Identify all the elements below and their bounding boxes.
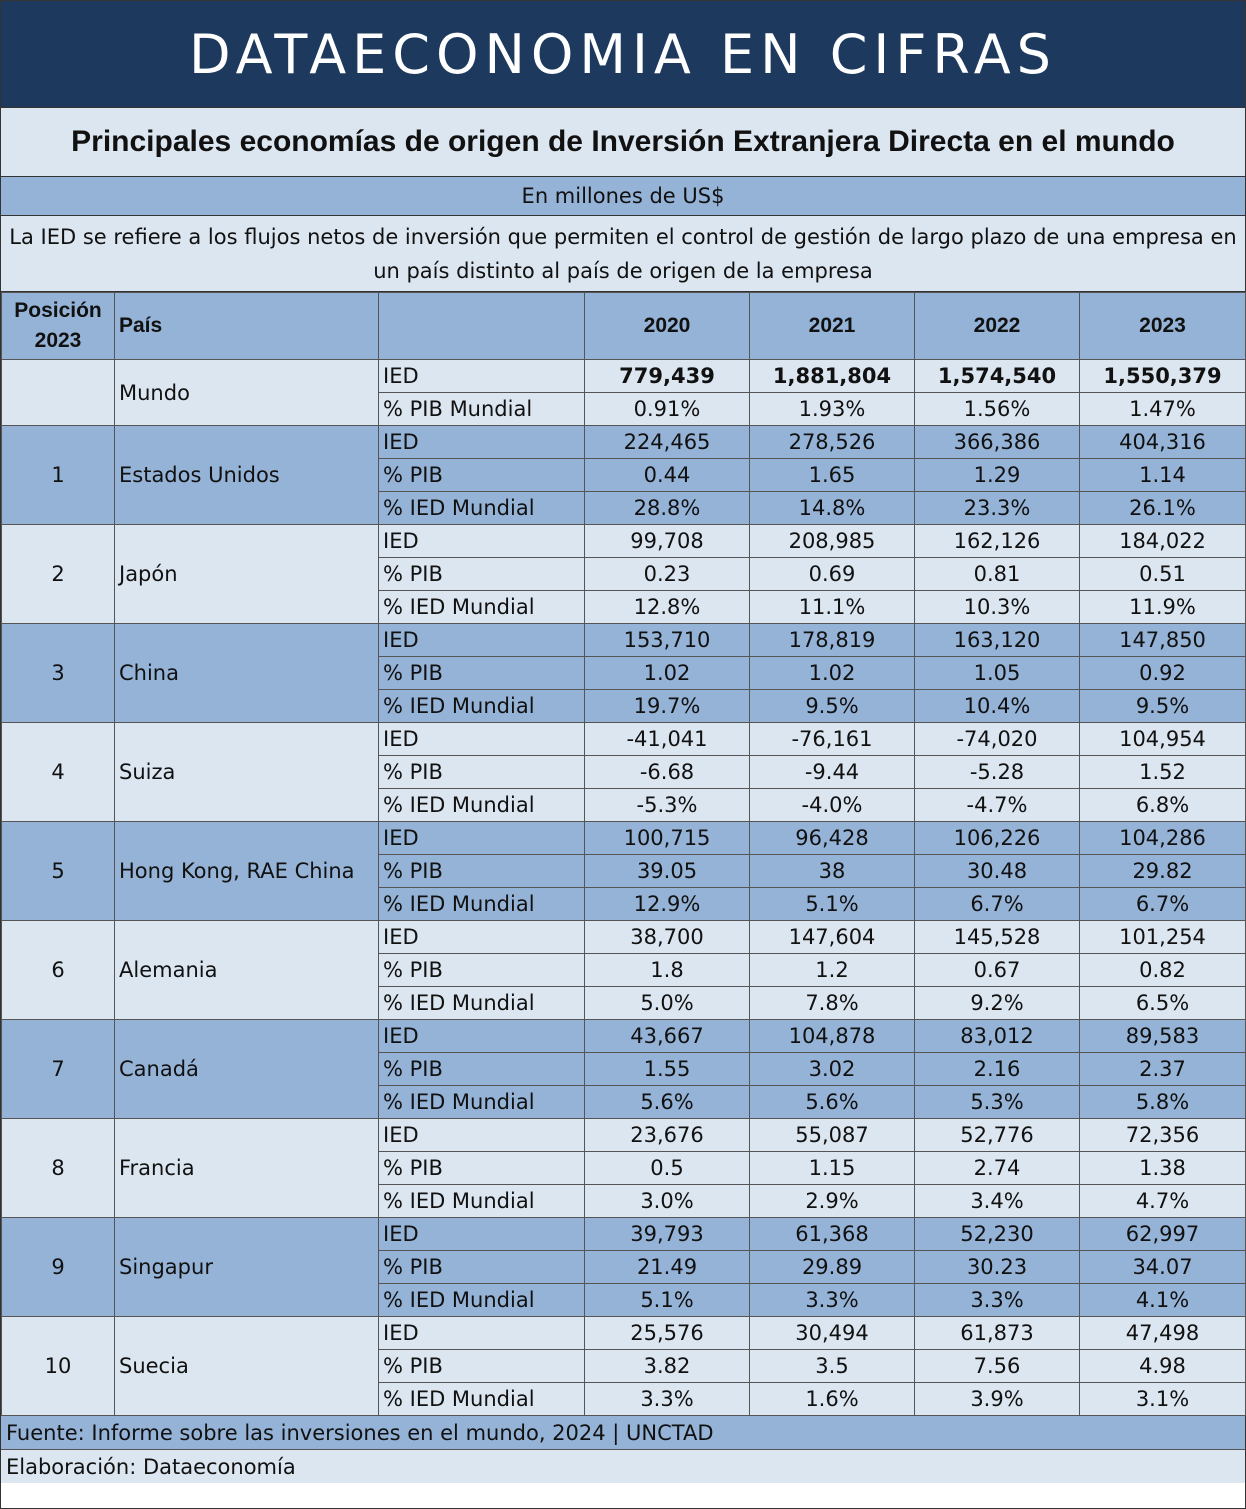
fdi-table — [1, 292, 1246, 1416]
position-cell: 7 — [2, 1020, 115, 1119]
header-year-2022: 2022 — [915, 293, 1080, 360]
country-cell: Hong Kong, RAE China — [115, 822, 379, 921]
position-cell: 5 — [2, 822, 115, 921]
banner-title: DATAECONOMIA EN CIFRAS — [1, 1, 1245, 108]
indicator-cell: % PIB — [379, 558, 585, 591]
value-cell: -5.3% — [585, 789, 750, 822]
value-cell: 10.4% — [915, 690, 1080, 723]
value-cell: 162,126 — [915, 525, 1080, 558]
country-cell: Suecia — [115, 1317, 379, 1416]
value-cell: 23.3% — [915, 492, 1080, 525]
table-row — [2, 426, 1246, 459]
value-cell: 178,819 — [750, 624, 915, 657]
country-cell: China — [115, 624, 379, 723]
value-cell: 404,316 — [1080, 426, 1246, 459]
value-cell: -5.28 — [915, 756, 1080, 789]
value-cell: 0.91% — [585, 393, 750, 426]
indicator-cell: IED — [379, 1119, 585, 1152]
value-cell: 3.5 — [750, 1350, 915, 1383]
header-position: Posición 2023 — [2, 293, 115, 360]
value-cell: 30,494 — [750, 1317, 915, 1350]
value-cell: 1.93% — [750, 393, 915, 426]
indicator-cell: % IED Mundial — [379, 690, 585, 723]
value-cell: 1,550,379 — [1080, 360, 1246, 393]
value-cell: 29.89 — [750, 1251, 915, 1284]
value-cell: 28.8% — [585, 492, 750, 525]
table-row — [2, 624, 1246, 657]
value-cell: 19.7% — [585, 690, 750, 723]
position-cell: 8 — [2, 1119, 115, 1218]
value-cell: 7.8% — [750, 987, 915, 1020]
value-cell: 4.7% — [1080, 1185, 1246, 1218]
value-cell: 163,120 — [915, 624, 1080, 657]
value-cell: 6.7% — [915, 888, 1080, 921]
country-cell: Mundo — [115, 360, 379, 426]
indicator-cell: % IED Mundial — [379, 1284, 585, 1317]
value-cell: 2.9% — [750, 1185, 915, 1218]
indicator-cell: % PIB — [379, 756, 585, 789]
value-cell: 3.3% — [585, 1383, 750, 1416]
value-cell: 26.1% — [1080, 492, 1246, 525]
table-row — [2, 525, 1246, 558]
value-cell: 3.82 — [585, 1350, 750, 1383]
value-cell: 5.1% — [585, 1284, 750, 1317]
value-cell: 1.2 — [750, 954, 915, 987]
value-cell: 104,286 — [1080, 822, 1246, 855]
indicator-cell: % PIB — [379, 1053, 585, 1086]
table-row — [2, 1119, 1246, 1152]
value-cell: 34.07 — [1080, 1251, 1246, 1284]
value-cell: 4.98 — [1080, 1350, 1246, 1383]
value-cell: 39.05 — [585, 855, 750, 888]
position-cell: 4 — [2, 723, 115, 822]
value-cell: 3.4% — [915, 1185, 1080, 1218]
indicator-cell: % IED Mundial — [379, 1086, 585, 1119]
value-cell: 278,526 — [750, 426, 915, 459]
position-cell: 10 — [2, 1317, 115, 1416]
definition-note: La IED se refiere a los flujos netos de inversión que permiten el control de gestión de largo plazo de una empresa en un país distinto al país de origen de la empresa — [1, 216, 1245, 292]
value-cell: 4.1% — [1080, 1284, 1246, 1317]
indicator-cell: % IED Mundial — [379, 987, 585, 1020]
value-cell: 2.16 — [915, 1053, 1080, 1086]
value-cell: 11.1% — [750, 591, 915, 624]
value-cell: 10.3% — [915, 591, 1080, 624]
value-cell: 0.23 — [585, 558, 750, 591]
value-cell: 14.8% — [750, 492, 915, 525]
value-cell: 9.5% — [750, 690, 915, 723]
value-cell: 11.9% — [1080, 591, 1246, 624]
position-cell: 3 — [2, 624, 115, 723]
indicator-cell: IED — [379, 1218, 585, 1251]
value-cell: 106,226 — [915, 822, 1080, 855]
value-cell: 104,954 — [1080, 723, 1246, 756]
position-cell: 6 — [2, 921, 115, 1020]
table-row — [2, 723, 1246, 756]
value-cell: 0.67 — [915, 954, 1080, 987]
value-cell: 52,776 — [915, 1119, 1080, 1152]
value-cell: 101,254 — [1080, 921, 1246, 954]
indicator-cell: % IED Mundial — [379, 492, 585, 525]
value-cell: 0.44 — [585, 459, 750, 492]
value-cell: 1,574,540 — [915, 360, 1080, 393]
indicator-cell: % IED Mundial — [379, 1383, 585, 1416]
value-cell: 55,087 — [750, 1119, 915, 1152]
indicator-cell: IED — [379, 525, 585, 558]
indicator-cell: IED — [379, 1020, 585, 1053]
value-cell: 99,708 — [585, 525, 750, 558]
value-cell: 52,230 — [915, 1218, 1080, 1251]
table-row — [2, 921, 1246, 954]
value-cell: 1.65 — [750, 459, 915, 492]
indicator-cell: % IED Mundial — [379, 888, 585, 921]
table-row — [2, 1218, 1246, 1251]
indicator-cell: % PIB — [379, 954, 585, 987]
indicator-cell: IED — [379, 921, 585, 954]
indicator-cell: % PIB — [379, 1350, 585, 1383]
value-cell: 96,428 — [750, 822, 915, 855]
value-cell: 0.51 — [1080, 558, 1246, 591]
value-cell: 1.47% — [1080, 393, 1246, 426]
value-cell: 1.38 — [1080, 1152, 1246, 1185]
table-row — [2, 822, 1246, 855]
indicator-cell: IED — [379, 426, 585, 459]
value-cell: 0.5 — [585, 1152, 750, 1185]
value-cell: 208,985 — [750, 525, 915, 558]
indicator-cell: % PIB — [379, 657, 585, 690]
value-cell: 1.14 — [1080, 459, 1246, 492]
indicator-cell: % PIB — [379, 1251, 585, 1284]
country-cell: Alemania — [115, 921, 379, 1020]
header-year-2021: 2021 — [750, 293, 915, 360]
indicator-cell: % PIB — [379, 855, 585, 888]
indicator-cell: % PIB Mundial — [379, 393, 585, 426]
value-cell: -9.44 — [750, 756, 915, 789]
value-cell: 83,012 — [915, 1020, 1080, 1053]
position-cell: 2 — [2, 525, 115, 624]
value-cell: 6.5% — [1080, 987, 1246, 1020]
table-header-row — [2, 293, 1246, 360]
indicator-cell: IED — [379, 360, 585, 393]
value-cell: 184,022 — [1080, 525, 1246, 558]
value-cell: 6.7% — [1080, 888, 1246, 921]
value-cell: 3.9% — [915, 1383, 1080, 1416]
value-cell: 1.8 — [585, 954, 750, 987]
table-row — [2, 1317, 1246, 1350]
value-cell: 30.23 — [915, 1251, 1080, 1284]
value-cell: 100,715 — [585, 822, 750, 855]
value-cell: -6.68 — [585, 756, 750, 789]
value-cell: 62,997 — [1080, 1218, 1246, 1251]
value-cell: 3.3% — [750, 1284, 915, 1317]
value-cell: 0.92 — [1080, 657, 1246, 690]
value-cell: 0.82 — [1080, 954, 1246, 987]
value-cell: -41,041 — [585, 723, 750, 756]
country-cell: Suiza — [115, 723, 379, 822]
value-cell: 12.8% — [585, 591, 750, 624]
country-cell: Canadá — [115, 1020, 379, 1119]
position-cell: 9 — [2, 1218, 115, 1317]
value-cell: 5.6% — [750, 1086, 915, 1119]
value-cell: -4.0% — [750, 789, 915, 822]
value-cell: 3.1% — [1080, 1383, 1246, 1416]
header-year-2023: 2023 — [1080, 293, 1246, 360]
value-cell: 1.29 — [915, 459, 1080, 492]
value-cell: 3.02 — [750, 1053, 915, 1086]
value-cell: 29.82 — [1080, 855, 1246, 888]
value-cell: 779,439 — [585, 360, 750, 393]
value-cell: 3.3% — [915, 1284, 1080, 1317]
header-indicator — [379, 293, 585, 360]
value-cell: 47,498 — [1080, 1317, 1246, 1350]
value-cell: 1.52 — [1080, 756, 1246, 789]
value-cell: 61,873 — [915, 1317, 1080, 1350]
value-cell: 43,667 — [585, 1020, 750, 1053]
header-year-2020: 2020 — [585, 293, 750, 360]
value-cell: 89,583 — [1080, 1020, 1246, 1053]
value-cell: 6.8% — [1080, 789, 1246, 822]
value-cell: 3.0% — [585, 1185, 750, 1218]
table-row — [2, 1020, 1246, 1053]
value-cell: 1.02 — [750, 657, 915, 690]
value-cell: 147,604 — [750, 921, 915, 954]
value-cell: 153,710 — [585, 624, 750, 657]
value-cell: 147,850 — [1080, 624, 1246, 657]
header-country: País — [115, 293, 379, 360]
value-cell: 145,528 — [915, 921, 1080, 954]
value-cell: 224,465 — [585, 426, 750, 459]
value-cell: 5.0% — [585, 987, 750, 1020]
value-cell: 39,793 — [585, 1218, 750, 1251]
value-cell: 25,576 — [585, 1317, 750, 1350]
value-cell: 2.74 — [915, 1152, 1080, 1185]
value-cell: 0.69 — [750, 558, 915, 591]
value-cell: -4.7% — [915, 789, 1080, 822]
indicator-cell: % IED Mundial — [379, 789, 585, 822]
value-cell: 1.02 — [585, 657, 750, 690]
country-cell: Singapur — [115, 1218, 379, 1317]
indicator-cell: % IED Mundial — [379, 591, 585, 624]
value-cell: 30.48 — [915, 855, 1080, 888]
value-cell: 5.8% — [1080, 1086, 1246, 1119]
value-cell: 9.2% — [915, 987, 1080, 1020]
value-cell: 1.05 — [915, 657, 1080, 690]
value-cell: 9.5% — [1080, 690, 1246, 723]
indicator-cell: IED — [379, 624, 585, 657]
page-title: Principales economías de origen de Inversión Extranjera Directa en el mundo — [1, 108, 1245, 177]
value-cell: 5.1% — [750, 888, 915, 921]
value-cell: 38,700 — [585, 921, 750, 954]
units-note: En millones de US$ — [1, 177, 1245, 216]
country-cell: Estados Unidos — [115, 426, 379, 525]
source-note: Fuente: Informe sobre las inversiones en el mundo, 2024 | UNCTAD — [1, 1416, 1245, 1450]
value-cell: 1.56% — [915, 393, 1080, 426]
indicator-cell: IED — [379, 723, 585, 756]
value-cell: 5.6% — [585, 1086, 750, 1119]
value-cell: 1.15 — [750, 1152, 915, 1185]
value-cell: 61,368 — [750, 1218, 915, 1251]
value-cell: 23,676 — [585, 1119, 750, 1152]
value-cell: 1.55 — [585, 1053, 750, 1086]
value-cell: -74,020 — [915, 723, 1080, 756]
value-cell: -76,161 — [750, 723, 915, 756]
table-row — [2, 360, 1246, 393]
value-cell: 0.81 — [915, 558, 1080, 591]
indicator-cell: % PIB — [379, 1152, 585, 1185]
table-body — [2, 360, 1246, 1416]
value-cell: 7.56 — [915, 1350, 1080, 1383]
indicator-cell: IED — [379, 1317, 585, 1350]
value-cell: 366,386 — [915, 426, 1080, 459]
value-cell: 1,881,804 — [750, 360, 915, 393]
credit-note: Elaboración: Dataeconomía — [1, 1450, 1245, 1483]
indicator-cell: % PIB — [379, 459, 585, 492]
value-cell: 104,878 — [750, 1020, 915, 1053]
indicator-cell: % IED Mundial — [379, 1185, 585, 1218]
country-cell: Japón — [115, 525, 379, 624]
value-cell: 72,356 — [1080, 1119, 1246, 1152]
value-cell: 1.6% — [750, 1383, 915, 1416]
country-cell: Francia — [115, 1119, 379, 1218]
value-cell: 2.37 — [1080, 1053, 1246, 1086]
value-cell: 38 — [750, 855, 915, 888]
position-cell — [2, 360, 115, 426]
value-cell: 12.9% — [585, 888, 750, 921]
value-cell: 5.3% — [915, 1086, 1080, 1119]
indicator-cell: IED — [379, 822, 585, 855]
position-cell: 1 — [2, 426, 115, 525]
value-cell: 21.49 — [585, 1251, 750, 1284]
